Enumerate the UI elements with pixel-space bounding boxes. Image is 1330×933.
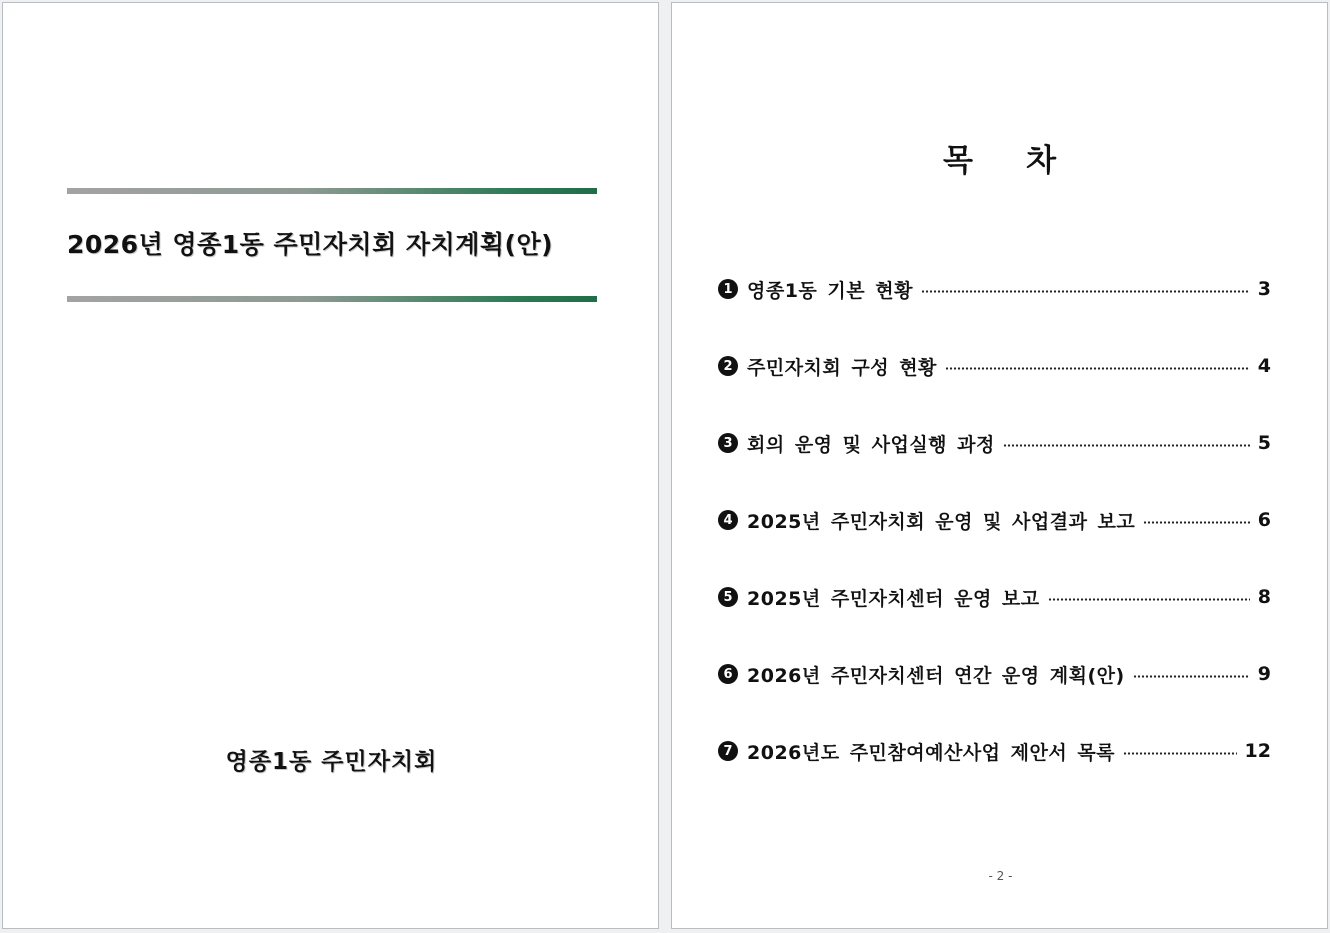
dot-leader	[1143, 521, 1250, 524]
number-badge-icon: 5	[718, 587, 738, 607]
toc-item-label: 2026년 주민자치센터 연간 운영 계획(안)	[747, 664, 1125, 687]
cover-organization: 영종1동 주민자치회	[225, 749, 438, 775]
toc-item[interactable]	[718, 273, 1271, 305]
toc-item-label: 2026년도 주민참여예산사업 제안서 목록	[747, 741, 1116, 764]
toc-item-page: 6	[1257, 509, 1271, 531]
cover-page	[2, 2, 659, 929]
toc-item-page: 5	[1257, 432, 1271, 454]
toc-item-page: 12	[1244, 740, 1271, 762]
toc-item-label: 주민자치회 구성 현황	[747, 356, 937, 379]
dot-leader	[1003, 444, 1250, 447]
toc-item-label: 영종1동 기본 현황	[747, 279, 913, 302]
cover-bottom-rule	[67, 296, 597, 302]
toc-item-page: 3	[1257, 278, 1271, 300]
dot-leader	[1123, 752, 1237, 755]
toc-item-page: 4	[1257, 355, 1271, 377]
toc-heading: 목 차	[942, 143, 1059, 179]
cover-title: 2026년 영종1동 주민자치회 자치계획(안)	[67, 230, 554, 259]
number-badge-icon: 6	[718, 664, 738, 684]
dot-leader	[1133, 675, 1250, 678]
cover-top-rule	[67, 188, 597, 194]
dot-leader	[921, 290, 1250, 293]
toc-item[interactable]	[718, 427, 1271, 459]
toc-item[interactable]	[718, 504, 1271, 536]
number-badge-icon: 7	[718, 741, 738, 761]
page-number: - 2 -	[988, 869, 1013, 883]
toc-page	[671, 2, 1328, 929]
toc-item-page: 8	[1257, 586, 1271, 608]
toc-item[interactable]	[718, 735, 1271, 767]
toc-item-page: 9	[1257, 663, 1271, 685]
toc-item[interactable]	[718, 581, 1271, 613]
toc-item-label: 회의 운영 및 사업실행 과정	[747, 433, 995, 456]
dot-leader	[945, 367, 1250, 370]
number-badge-icon: 1	[718, 279, 738, 299]
number-badge-icon: 4	[718, 510, 738, 530]
toc-item[interactable]	[718, 658, 1271, 690]
toc-item-label: 2025년 주민자치센터 운영 보고	[747, 587, 1040, 610]
number-badge-icon: 3	[718, 433, 738, 453]
toc-item[interactable]	[718, 350, 1271, 382]
toc-item-label: 2025년 주민자치회 운영 및 사업결과 보고	[747, 510, 1136, 533]
number-badge-icon: 2	[718, 356, 738, 376]
dot-leader	[1048, 598, 1250, 601]
